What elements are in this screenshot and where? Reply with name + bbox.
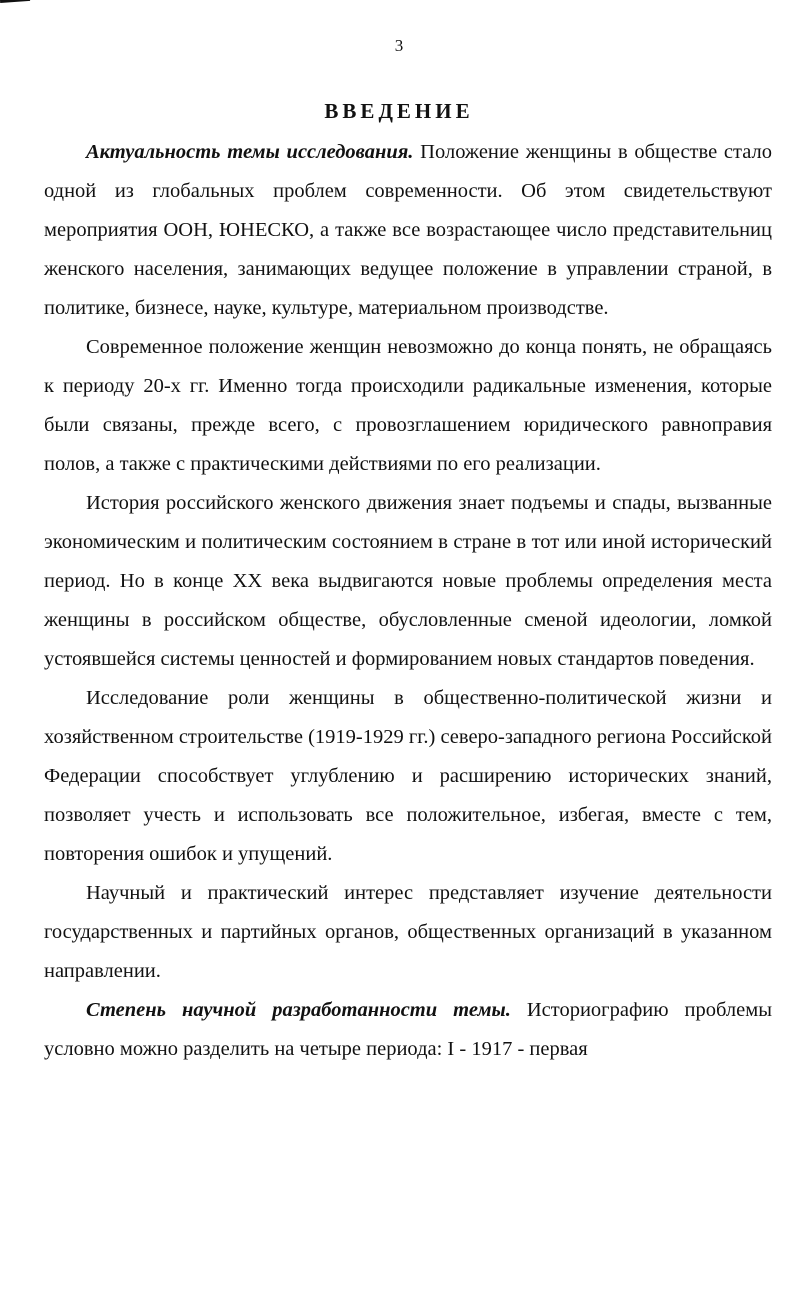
scan-corner-mark <box>0 0 30 3</box>
paragraph-text: Историографию проблемы условно можно разделить на четыре периода: I - 1917 - первая <box>44 999 772 1060</box>
paragraph-historiography <box>44 991 772 1069</box>
paragraph-relevance <box>44 133 772 328</box>
document-body <box>44 133 772 1069</box>
paragraph-lead: Степень научной разработанности темы. <box>86 999 511 1021</box>
paragraph-lead: Актуальность темы исследования. <box>86 141 414 163</box>
paragraph: Научный и практический интерес представляет изучение деятельности государственных и партийных органов, общественных организаций в указанном направлении. <box>44 882 772 982</box>
paragraph: Современное положение женщин невозможно до конца понять, не обращаясь к периоду 20-х гг. Именно тогда происходили радикальные изменения, которые были связаны, прежде всего, с провозглашением юридического равноправия полов, а также с практическими действиями по его реализации. <box>44 336 772 475</box>
paragraph: Исследование роли женщины в общественно-политической жизни и хозяйственном строительстве (1919-1929 гг.) северо-западного региона Российской Федерации способствует углублению и расширению исторических знаний, позволяет учесть и использовать все положительное, избегая, вместе с тем, повторения ошибок и упущений. <box>44 687 773 865</box>
page-title: ВВЕДЕНИЕ <box>324 99 474 123</box>
paragraph: История российского женского движения знает подъемы и спады, вызванные экономическим и политическим состоянием в стране в тот или иной исторический период. Но в конце XX века выдвигаются новые проблемы определения места женщины в российском обществе, обусловленные сменой идеологии, ломкой устоявшейся системы ценностей и формированием новых стандартов поведения. <box>44 492 772 670</box>
paragraph-text: Положение женщины в обществе стало одной из глобальных проблем современности. Об этом свидетельствуют мероприятия ООН, ЮНЕСКО, а также все возрастающее число представительниц женского населения, занимающих ведущее положение в управлении страной, в политике, бизнесе, науке, культуре, материальном производстве. <box>44 141 772 319</box>
page-number: 3 <box>394 36 404 55</box>
